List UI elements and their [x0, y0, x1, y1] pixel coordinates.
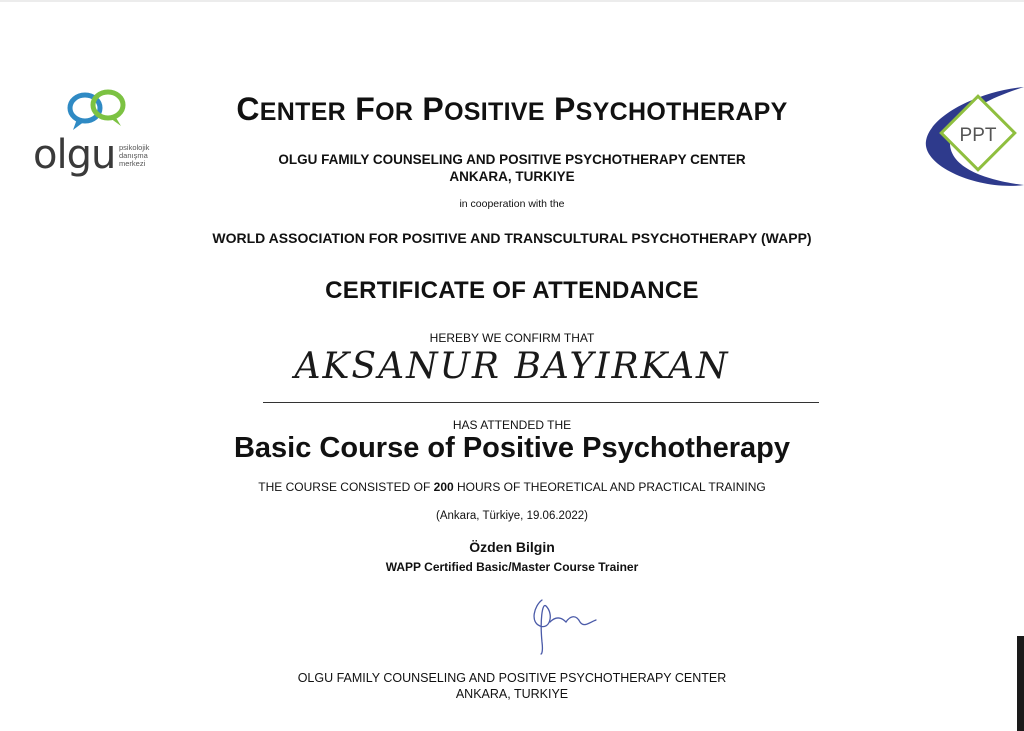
- footer: [0, 670, 1024, 702]
- olgu-subtitle: psikolojik danışma merkezi: [119, 143, 150, 168]
- title-word-2: FOR: [355, 91, 414, 127]
- title-word-3: POSITIVE: [422, 91, 545, 127]
- top-divider: [0, 0, 1024, 2]
- association-name: WORLD ASSOCIATION FOR POSITIVE AND TRANSCULTURAL PSYCHOTHERAPY (WAPP): [212, 230, 812, 246]
- trainer-name: Özden Bilgin: [469, 539, 555, 555]
- cooperation-text: in cooperation with the: [459, 198, 565, 210]
- signature: [520, 592, 610, 656]
- footer-organization: OLGU FAMILY COUNSELING AND POSITIVE PSYCHOTHERAPY CENTER: [297, 671, 727, 685]
- course-title: Basic Course of Positive Psychotherapy: [233, 432, 791, 464]
- footer-location: ANKARA, TURKIYE: [455, 687, 569, 701]
- trainer-role: WAPP Certified Basic/Master Course Trainer: [385, 560, 639, 574]
- page-title: [0, 91, 1024, 128]
- course-hours-text: THE COURSE CONSISTED OF 200 HOURS OF THEORETICAL AND PRACTICAL TRAINING: [258, 480, 766, 494]
- certificate-title: CERTIFICATE OF ATTENDANCE: [325, 277, 699, 304]
- attended-text: HAS ATTENDED THE: [452, 418, 572, 432]
- organization-location: ANKARA, TURKIYE: [449, 169, 575, 184]
- place-date: (Ankara, Türkiye, 19.06.2022): [436, 510, 588, 522]
- edge-strip: [1017, 636, 1024, 731]
- recipient-name: AKSANUR BAYIRKAN: [294, 346, 730, 387]
- ppt-logo-text: PPT: [959, 125, 997, 146]
- olgu-wordmark: olgu: [33, 132, 116, 178]
- organization-name: OLGU FAMILY COUNSELING AND POSITIVE PSYCHOTHERAPY CENTER: [278, 152, 746, 167]
- confirmation-text: HEREBY WE CONFIRM THAT: [429, 331, 595, 345]
- title-word-1: CENTER: [236, 91, 347, 127]
- organization-heading: [0, 151, 1024, 185]
- name-underline: [263, 402, 819, 403]
- title-word-4: PSYCHOTHERAPY: [554, 91, 788, 127]
- course-hours: 200: [433, 480, 454, 494]
